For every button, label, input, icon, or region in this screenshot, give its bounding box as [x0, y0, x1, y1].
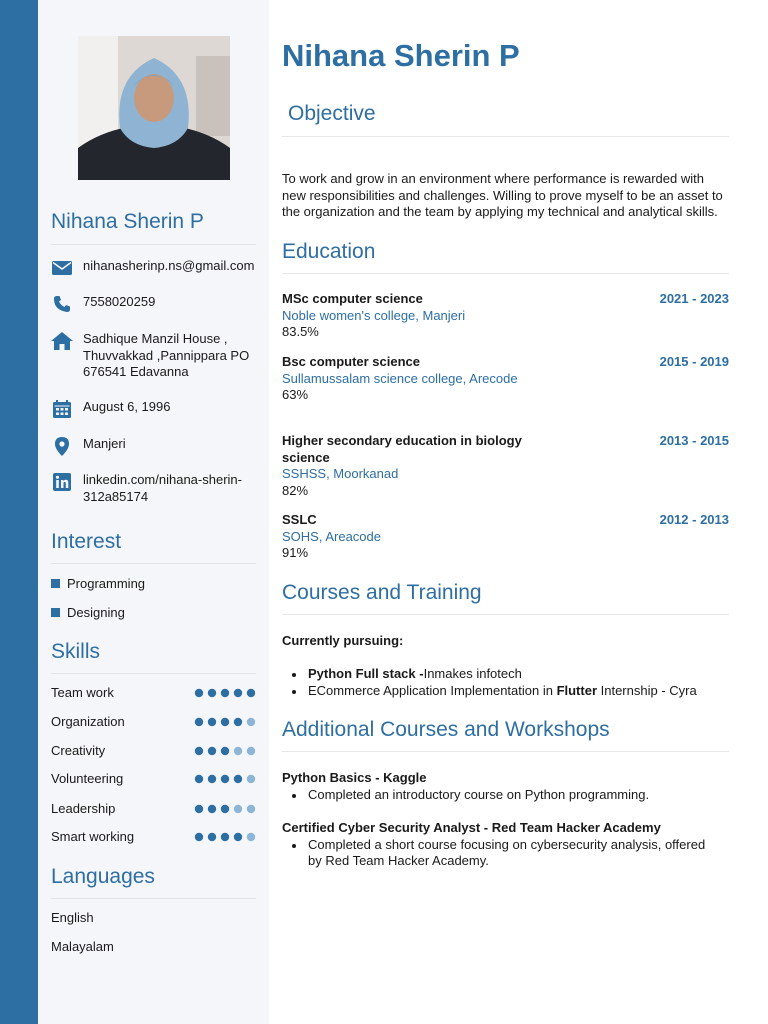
- workshop-entry: [282, 820, 729, 870]
- rating-dot-empty: [247, 805, 255, 813]
- divider: [51, 898, 256, 899]
- list-item: Completed an introductory course on Python programming.: [282, 787, 729, 804]
- workshop-title: Certified Cyber Security Analyst - Red Team Hacker Academy: [282, 820, 661, 835]
- language-item: English: [51, 910, 94, 925]
- skill-row: [51, 714, 256, 730]
- courses-subtitle: Currently pursuing:: [282, 633, 404, 648]
- rating-dot-filled: [195, 805, 203, 813]
- languages-heading: Languages: [51, 865, 155, 888]
- email-text[interactable]: nihanasherinp.ns@gmail.com: [83, 258, 255, 273]
- skill-row: [51, 685, 256, 701]
- square-bullet-icon: [51, 579, 60, 588]
- rating-dot-filled: [221, 747, 229, 755]
- interest-label: Programming: [67, 576, 146, 591]
- years: 2012 - 2013: [659, 512, 729, 527]
- additional-heading: Additional Courses and Workshops: [282, 718, 610, 741]
- divider: [282, 136, 729, 137]
- contact-location: [51, 436, 261, 456]
- institution: Noble women's college, Manjeri: [282, 307, 466, 323]
- rating-dot-filled: [221, 833, 229, 841]
- rating-dot-filled: [195, 689, 203, 697]
- calendar-icon: [51, 399, 73, 419]
- rating-dot-filled: [234, 775, 242, 783]
- skill-rating: [194, 688, 256, 698]
- linkedin-line: linkedin.com/nihana-sherin-: [83, 472, 242, 487]
- skill-label: Organization: [51, 714, 125, 729]
- education-entry: [282, 512, 729, 562]
- courses-list: [282, 666, 729, 699]
- left-accent-stripe: [0, 0, 38, 1024]
- skill-row: [51, 743, 256, 759]
- envelope-icon: [51, 258, 73, 278]
- skill-row: [51, 801, 256, 817]
- skill-rating: [194, 804, 256, 814]
- skill-rating: [194, 774, 256, 784]
- rating-dot-filled: [234, 689, 242, 697]
- rating-dot-filled: [208, 775, 216, 783]
- rating-dot-filled: [221, 775, 229, 783]
- linkedin-line: 312a85174: [83, 488, 149, 504]
- rating-dot-filled: [221, 805, 229, 813]
- rating-dot-filled: [208, 689, 216, 697]
- course-name: Python Full stack -: [308, 666, 424, 681]
- address-line: Thuvvakkad ,Pannippara PO: [83, 347, 250, 363]
- rating-dot-empty: [247, 718, 255, 726]
- objective-line: the organization and the team by applying my technical and analytical skills.: [282, 204, 718, 220]
- skill-rating: [194, 717, 256, 727]
- list-item: [282, 666, 729, 683]
- language-item: Malayalam: [51, 939, 114, 954]
- divider: [51, 244, 256, 245]
- home-icon: [51, 331, 73, 351]
- workshop-entry: [282, 770, 729, 803]
- rating-dot-filled: [208, 718, 216, 726]
- years: 2021 - 2023: [659, 291, 729, 306]
- page-title: Nihana Sherin P: [282, 38, 520, 73]
- rating-dot-filled: [208, 833, 216, 841]
- linkedin-icon: [51, 472, 73, 492]
- list-item: [282, 683, 729, 700]
- skill-row: [51, 829, 256, 845]
- rating-dot-empty: [247, 747, 255, 755]
- rating-dot-empty: [234, 805, 242, 813]
- skill-label: Smart working: [51, 829, 135, 844]
- divider: [51, 673, 256, 674]
- interest-item: [51, 576, 145, 591]
- course-text: Internship - Cyra: [597, 682, 697, 698]
- institution: Sullamussalam science college, Arecode: [282, 370, 518, 386]
- objective-text: [282, 171, 729, 221]
- skill-rating: [194, 746, 256, 756]
- sidebar: [38, 0, 269, 1024]
- years: 2013 - 2015: [659, 433, 729, 448]
- rating-dot-filled: [234, 833, 242, 841]
- rating-dot-filled: [208, 747, 216, 755]
- contact-phone: [51, 294, 261, 314]
- rating-dot-empty: [247, 833, 255, 841]
- phone-text: 7558020259: [83, 294, 156, 309]
- rating-dot-filled: [195, 833, 203, 841]
- degree: SSLC: [282, 512, 317, 527]
- education-entry: [282, 433, 729, 500]
- rating-dot-filled: [195, 747, 203, 755]
- degree: Higher secondary education in biology science: [282, 433, 522, 465]
- objective-heading: Objective: [288, 102, 376, 125]
- map-pin-icon: [51, 436, 73, 456]
- skill-rating: [194, 832, 256, 842]
- contact-email: [51, 258, 261, 278]
- rating-dot-filled: [247, 689, 255, 697]
- contact-linkedin: [51, 472, 261, 505]
- location-text: Manjeri: [83, 436, 126, 451]
- rating-dot-empty: [247, 775, 255, 783]
- address-text: [83, 331, 249, 381]
- interest-label: Designing: [67, 605, 125, 620]
- degree: Bsc computer science: [282, 354, 421, 369]
- divider: [282, 751, 729, 752]
- dob-text: August 6, 1996: [83, 399, 171, 414]
- contact-dob: [51, 399, 261, 419]
- skill-label: Volunteering: [51, 771, 124, 786]
- workshop-title: Python Basics - Kaggle: [282, 770, 427, 785]
- skill-label: Creativity: [51, 743, 106, 758]
- address-line: 676541 Edavanna: [83, 364, 189, 379]
- objective-line: new responsibilities and challenges. Willing to prove myself to be an asset to: [282, 187, 723, 203]
- rating-dot-filled: [195, 718, 203, 726]
- education-entry: [282, 354, 729, 404]
- skill-row: [51, 771, 256, 787]
- score: 82%: [282, 483, 309, 499]
- course-text: ECommerce Application Implementation in: [308, 682, 557, 698]
- course-provider: Inmakes infotech: [423, 666, 522, 681]
- score: 83.5%: [282, 324, 319, 340]
- courses-heading: Courses and Training: [282, 581, 482, 604]
- profile-photo: [78, 36, 230, 180]
- rating-dot-filled: [221, 718, 229, 726]
- skill-label: Team work: [51, 685, 114, 700]
- linkedin-text[interactable]: [83, 472, 242, 505]
- square-bullet-icon: [51, 608, 60, 617]
- divider: [282, 614, 729, 615]
- score: 91%: [282, 545, 309, 561]
- education-entry: [282, 291, 729, 341]
- education-heading: Education: [282, 240, 376, 263]
- objective-line: To work and grow in an environment where performance is rewarded with: [282, 171, 704, 186]
- rating-dot-filled: [195, 775, 203, 783]
- institution: SOHS, Areacode: [282, 528, 381, 544]
- skill-label: Leadership: [51, 801, 116, 816]
- rating-dot-filled: [208, 805, 216, 813]
- institution: SSHSS, Moorkanad: [282, 466, 399, 482]
- course-tech: Flutter: [556, 682, 598, 698]
- divider: [51, 563, 256, 564]
- divider: [282, 273, 729, 274]
- address-line: Sadhique Manzil House ,: [83, 331, 228, 346]
- rating-dot-filled: [234, 718, 242, 726]
- rating-dot-filled: [221, 689, 229, 697]
- interest-heading: Interest: [51, 530, 122, 553]
- rating-dot-empty: [234, 747, 242, 755]
- list-item: Completed a short course focusing on cybersecurity analysis, offered by Red Team Hacker Academy.: [282, 837, 722, 870]
- degree: MSc computer science: [282, 291, 423, 306]
- sidebar-name: Nihana Sherin P: [51, 210, 204, 233]
- interest-item: [51, 605, 125, 620]
- phone-icon: [51, 294, 73, 314]
- contact-address: [51, 331, 261, 381]
- main-content: [282, 0, 729, 1024]
- years: 2015 - 2019: [659, 354, 729, 369]
- score: 63%: [282, 387, 309, 403]
- skills-heading: Skills: [51, 640, 101, 663]
